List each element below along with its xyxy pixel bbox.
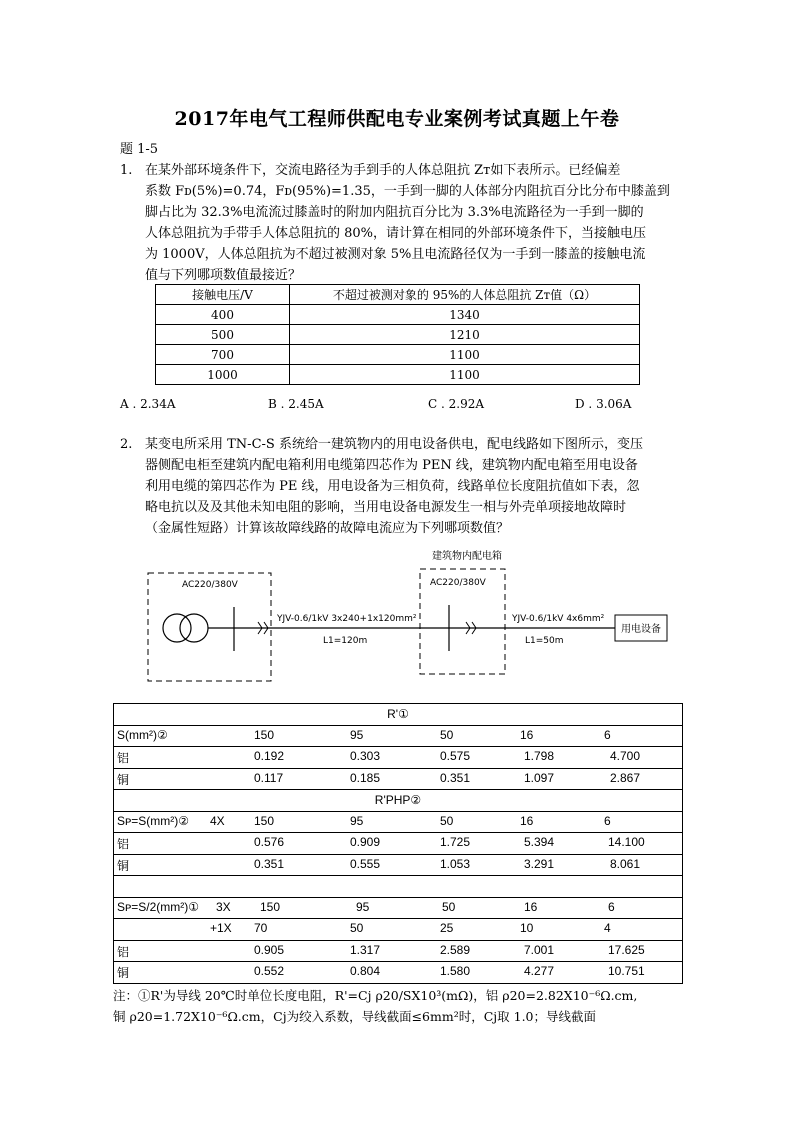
- table-row: [114, 790, 683, 812]
- q1-option-a: A . 2.34A: [120, 397, 176, 411]
- table-row: [156, 345, 640, 365]
- table-cell: 1340: [290, 305, 640, 325]
- table-cell: 50: [442, 899, 456, 914]
- table-row: [114, 876, 683, 898]
- table-row: [114, 704, 683, 726]
- table-row: [114, 725, 683, 747]
- q2-text-line: 略电抗以及及其他未知电阻的影响，当用电设备电源发生一相与外壳单项接地故障时: [145, 500, 627, 515]
- table-cell: 0.351: [254, 856, 285, 871]
- q1-text-line: 人体总阻抗为手带手人体总阻抗的 80%，请计算在相同的外部环境条件下，当接触电压: [145, 226, 647, 241]
- table-row: [114, 962, 683, 984]
- copper-label: 铜: [117, 772, 130, 787]
- q1-option-c: C . 2.92A: [428, 397, 485, 411]
- sp-label: Sᴘ=S(mm²)②: [117, 813, 190, 828]
- q1-text-line: 脚占比为 32.3%电流流过膝盖时的附加内阻抗百分比为 3.3%电流路径为一手到一脚的: [145, 205, 644, 220]
- table-cell: 1000: [156, 365, 290, 385]
- q1-text-line: 系数 Fᴅ(5%)=0.74，Fᴅ(95%)=1.35，一手到一脚的人体部分内阻抗百分比分布中膝盖到: [145, 184, 670, 199]
- table-cell: 3.291: [524, 856, 555, 871]
- table-cell: 0.185: [350, 770, 381, 785]
- q1-number: 1.: [120, 163, 133, 178]
- sp2-label: Sᴘ=S/2(mm²)①: [117, 899, 200, 914]
- page-title: 2017年电气工程师供配电专业案例考试真题上午卷: [174, 108, 620, 130]
- transformer-icon: [163, 614, 208, 642]
- q2-text-line: 某变电所采用 TN-C-S 系统给一建筑物内的用电设备供电，配电线路如下图所示，变压: [145, 437, 643, 452]
- table-note: [113, 985, 637, 1027]
- table-cell: 4: [604, 921, 611, 935]
- table-cell: 2.867: [610, 770, 641, 785]
- section-label: 题 1-5: [120, 142, 159, 157]
- q2-text-line: 利用电缆的第四芯作为 PE 线，用电设备为三相负荷，线路单位长度阻抗值如下表，忽: [145, 479, 640, 494]
- table-cell: 0.555: [350, 856, 381, 871]
- aluminum-label: 铝: [117, 944, 130, 959]
- table-cell: 500: [156, 325, 290, 345]
- q2-number: 2.: [120, 437, 133, 452]
- table-cell: 0.905: [254, 942, 285, 957]
- table-row: [114, 940, 683, 962]
- q1-option-b: B . 2.45A: [268, 397, 324, 411]
- table-cell: 95: [350, 813, 364, 828]
- size-label: S(mm²)②: [117, 727, 168, 742]
- table-cell: 150: [254, 727, 275, 742]
- table-row: [156, 305, 640, 325]
- multiplier-label: 4X: [210, 813, 225, 828]
- table-cell: 150: [254, 813, 275, 828]
- table-row: [114, 768, 683, 790]
- table-row: [156, 365, 640, 385]
- table-row: [114, 833, 683, 855]
- q2-text-line: （金属性短路）计算该故障线路的故障电流应为下列哪项数值？: [145, 521, 510, 536]
- cable1-label: YJV-0.6/1kV 3x240+1x120mm²: [277, 614, 417, 624]
- table-row: [114, 747, 683, 769]
- table-cell: 0.192: [254, 749, 285, 763]
- note-line: 铜 ρ20=1.72X10⁻⁶Ω.cm，Cj为绞入系数，导线截面≤6mm²时，Cj取 1.0；导线截面: [113, 1009, 597, 1024]
- multiplier-label: +1X: [210, 921, 232, 935]
- table-cell: 0.351: [440, 770, 471, 785]
- table-cell: 0.909: [350, 835, 381, 849]
- note-line: 注：①R'为导线 20℃时单位长度电阻，R'=Cj ρ20/SX10³(mΩ)，铝 ρ20=2.82X10⁻⁶Ω.cm,: [113, 988, 638, 1003]
- table-cell: 0.303: [350, 749, 381, 763]
- building-box-label: 建筑物内配电箱: [432, 551, 502, 562]
- table-cell: 4.700: [610, 749, 641, 763]
- table-cell: 5.394: [524, 835, 555, 849]
- table-cell: 14.100: [608, 835, 645, 849]
- ac-label-left: AC220/380V: [182, 580, 238, 590]
- aluminum-label: 铝: [117, 751, 130, 765]
- table-row: [114, 854, 683, 876]
- cable2-length: L1=50m: [525, 636, 564, 646]
- copper-label: 铜: [117, 858, 130, 873]
- table-cell: 6: [604, 813, 611, 828]
- table-cell: 1.317: [350, 942, 381, 957]
- table-row: [114, 811, 683, 833]
- table-cell: 150: [260, 899, 281, 914]
- col-header-impedance: 不超过被测对象的 95%的人体总阻抗 Zт值（Ω）: [290, 285, 640, 305]
- table-header-row: [156, 285, 640, 305]
- table-cell: 70: [254, 921, 268, 935]
- table-cell: 1100: [290, 345, 640, 365]
- table-cell: 95: [356, 899, 370, 914]
- aluminum-label: 铝: [117, 837, 130, 851]
- table-cell: 1.053: [440, 856, 471, 871]
- table-cell: 10.751: [608, 964, 645, 978]
- table-cell: 10: [520, 921, 534, 935]
- table-cell: 400: [156, 305, 290, 325]
- table-cell: 50: [440, 813, 454, 828]
- table-cell: 2.589: [440, 942, 471, 957]
- table-cell: 95: [350, 727, 364, 742]
- table-cell: 7.001: [524, 942, 555, 957]
- table-cell: 16: [524, 899, 538, 914]
- table-row: [114, 897, 683, 919]
- q2-text-line: 器侧配电柜至建筑内配电箱利用电缆第四芯作为 PEN 线，建筑物内配电箱至用电设备: [145, 458, 638, 473]
- table-cell: 0.552: [254, 964, 285, 978]
- table-cell: 1210: [290, 325, 640, 345]
- q1-text-line: 值与下列哪项数值最接近？: [145, 268, 302, 283]
- table-cell: 50: [350, 921, 364, 935]
- table-cell: 50: [440, 727, 454, 742]
- q1-text-line: 为 1000V，人体总阻抗为不超过被测对象 5%且电流路径仅为一手到一膝盖的接触电流: [145, 247, 646, 262]
- table-cell: 1.725: [440, 835, 471, 849]
- table-cell: 1100: [290, 365, 640, 385]
- table-cell: 0.804: [350, 964, 381, 978]
- table-cell: 6: [608, 899, 615, 914]
- table-cell: 0.117: [254, 770, 284, 785]
- table-cell: 17.625: [608, 942, 645, 957]
- multiplier-label: 3X: [216, 899, 231, 914]
- r-header: R'①: [114, 704, 683, 726]
- copper-label: 铜: [117, 966, 130, 980]
- q1-text-line: 在某外部环境条件下，交流电路径为手到手的人体总阻抗 Zт如下表所示。已经偏差: [145, 163, 621, 178]
- table-cell: 1.798: [524, 749, 555, 763]
- q1-option-d: D . 3.06A: [575, 397, 632, 411]
- distribution-diagram: [140, 545, 680, 685]
- table-row: [156, 325, 640, 345]
- cable2-label: YJV-0.6/1kV 4x6mm²: [512, 614, 605, 624]
- cable1-length: L1=120m: [323, 636, 368, 646]
- table-cell: 0.575: [440, 749, 471, 763]
- table-cell: 8.061: [610, 856, 641, 871]
- device-label: 用电设备: [621, 624, 661, 635]
- table-cell: 6: [604, 727, 611, 742]
- table-cell: 25: [440, 921, 454, 935]
- col-header-voltage: 接触电压/V: [156, 285, 290, 305]
- table-cell: 4.277: [524, 964, 555, 978]
- rphp-header: R'PHP②: [114, 790, 683, 812]
- resistance-table: [113, 703, 683, 984]
- ac-label-right: AC220/380V: [430, 578, 486, 588]
- table-cell: 1.580: [440, 964, 471, 978]
- table-cell: 16: [520, 727, 534, 742]
- table-cell: 700: [156, 345, 290, 365]
- table-row: [114, 919, 683, 941]
- q1-impedance-table: [155, 284, 640, 385]
- table-cell: 1.097: [524, 770, 555, 785]
- table-cell: 0.576: [254, 835, 285, 849]
- table-cell: 16: [520, 813, 534, 828]
